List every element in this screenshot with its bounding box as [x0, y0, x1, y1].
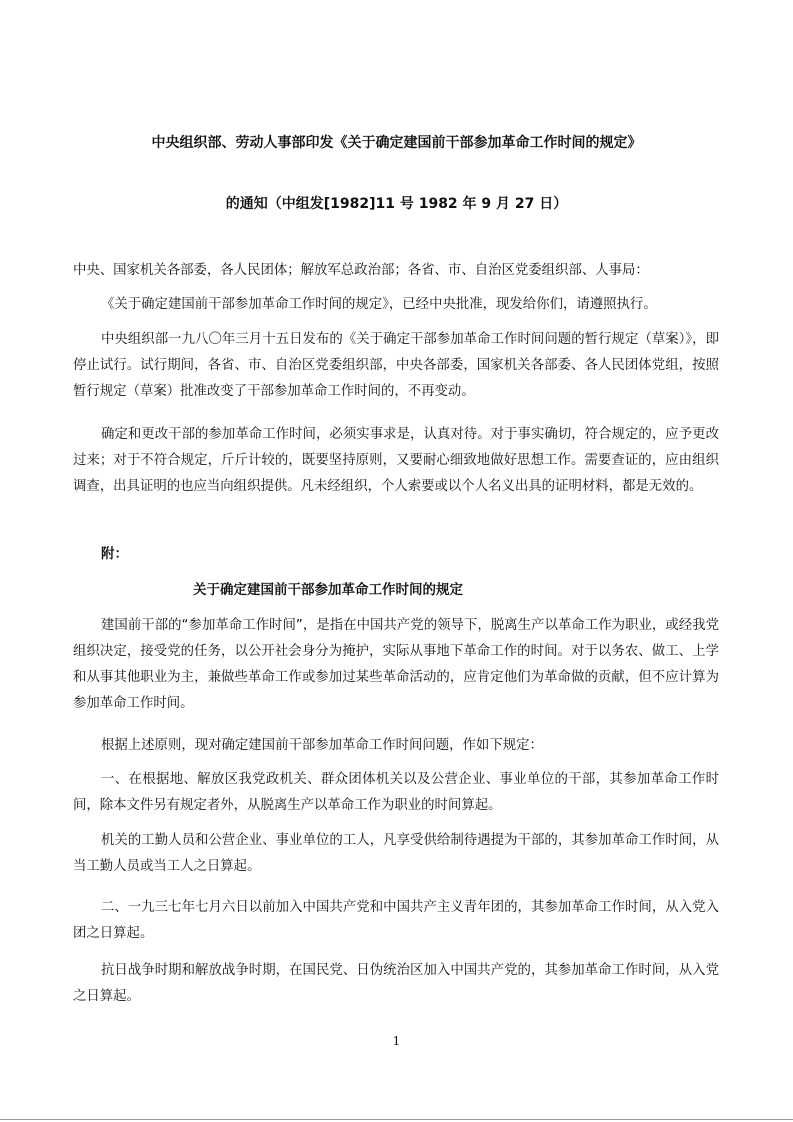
body-paragraph-3: 确定和更改干部的参加革命工作时间，必须实事求是，认真对待。对于事实确切，符合规定的，应予更改过来；对于不符合规定，斤斤计较的，既要坚持原则，又要耐心细致地做好思想工作。需要查证的，应由组织调查，出具证明的也应当向组织提供。凡未经组织，个人索要或以个人名义出具的证明材料，都是无效的。	[73, 427, 719, 494]
page-number: 1	[392, 1034, 401, 1048]
body-paragraph-2: 中央组织部一九八〇年三月十五日发布的《关于确定干部参加革命工作时间问题的暂行规定（草案）》，即停止试行。试行期间，各省、市、自治区党委组织部，中央各部委，国家机关各部委、各人民团体党组，按照暂行规定（草案）批准改变了干部参加革命工作时间的，不再变动。	[73, 332, 719, 399]
addressee-paragraph: 中央、国家机关各部委，各人民团体；解放军总政治部；各省、市、自治区党委组织部、人事局：	[73, 263, 649, 278]
rule-paragraph-6: 抗日战争时期和解放战争时期，在国民党、日伪统治区加入中国共产党的，其参加革命工作时间，从入党之日算起。	[73, 963, 719, 1004]
document-title-line2: 的通知（中组发[1982]11 号 1982 年 9 月 27 日）	[225, 196, 568, 212]
rule-paragraph-4: 机关的工勤人员和公营企业、事业单位的工人，凡享受供给制待遇提为干部的，其参加革命工作时间，从当工勤人员或当工人之日算起。	[73, 833, 719, 874]
rule-paragraph-5: 二、一九三七年七月六日以前加入中国共产党和中国共产主义青年团的，其参加革命工作时间，从入党入团之日算起。	[73, 900, 719, 941]
rule-paragraph-3: 一、在根据地、解放区我党政机关、群众团体机关以及公营企业、事业单位的干部，其参加革命工作时间，除本文件另有规定者外，从脱离生产以革命工作为职业的时间算起。	[73, 772, 719, 813]
attachment-title: 关于确定建国前干部参加革命工作时间的规定	[193, 582, 463, 598]
rule-paragraph-1: 建国前干部的“参加革命工作时间”，是指在中国共产党的领导下，脱离生产以革命工作为职业，或经我党组织决定，接受党的任务，以公开社会身分为掩护，实际从事地下革命工作的时间。对于以务农、做工、上学和从事其他职业为主，兼做些革命工作或参加过某些革命活动的，应肯定他们为革命做的贡献，但不应计算为参加革命工作时间。	[73, 618, 719, 711]
body-paragraph-1: 《关于确定建国前干部参加革命工作时间的规定》，已经中央批准，现发给你们，请遵照执行。	[101, 297, 657, 312]
rule-paragraph-2: 根据上述原则，现对确定建国前干部参加革命工作时间问题，作如下规定：	[101, 738, 543, 753]
attachment-label: 附：	[101, 546, 128, 562]
page-bottom-divider	[0, 1119, 793, 1120]
document-title-line1: 中央组织部、劳动人事部印发《关于确定建国前干部参加革命工作时间的规定》	[151, 135, 642, 151]
